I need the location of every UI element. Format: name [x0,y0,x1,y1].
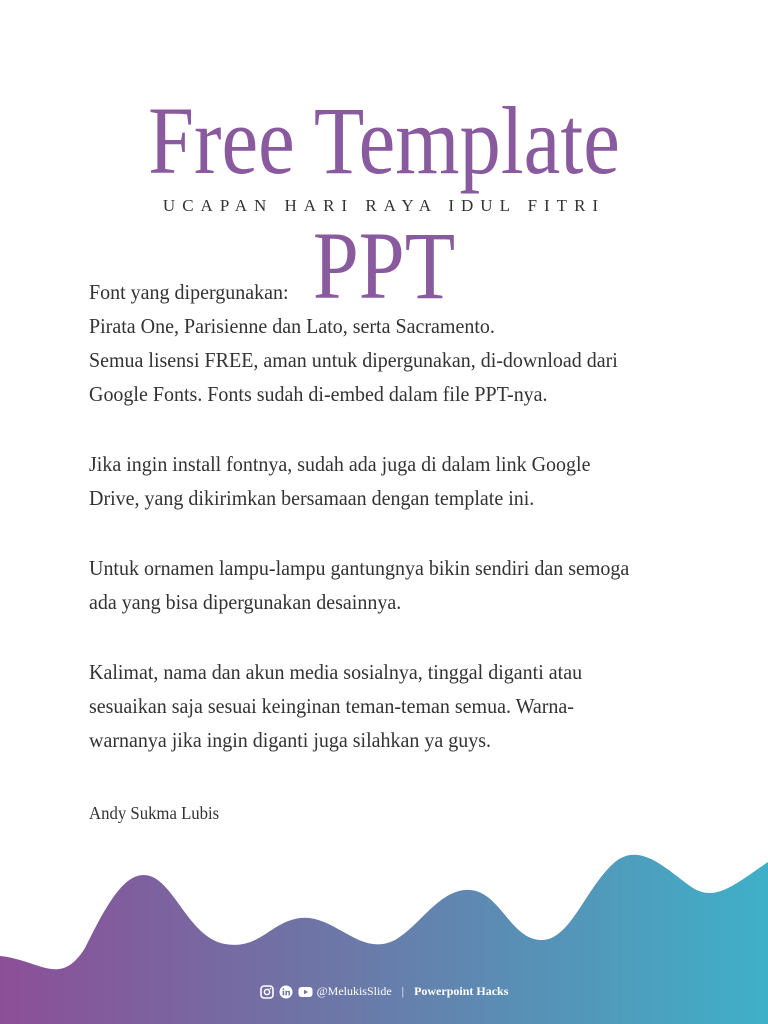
text-line: Kalimat, nama dan akun media sosialnya, tinggal diganti atau [89,660,583,684]
ppt-heading: PPT [312,212,456,319]
text-line: warnanya jika ingin diganti juga silahkan ya guys. [89,728,492,752]
text-line: sesuaikan saja sesuai keinginan teman-teman semua. Warna- [89,694,574,718]
brand-name: Powerpoint Hacks [414,984,509,998]
text-line: Pirata One, Parisienne dan Lato, serta Sacramento. [89,314,495,338]
paragraph-customize [89,655,656,757]
youtube-icon[interactable] [298,984,313,999]
text-line: Jika ingin install fontnya, sudah ada juga di dalam link Google [89,452,591,476]
footer-credits [0,984,768,999]
text-line: ada yang bisa dipergunakan desainnya. [89,590,402,614]
author-name: Andy Sukma Lubis [89,803,220,823]
linkedin-icon[interactable] [279,984,294,999]
page-title: Free Template [148,87,620,194]
social-handle[interactable]: @MelukisSlide [316,984,392,998]
text-line: Drive, yang dikirimkan bersamaan dengan template ini. [89,486,535,510]
body-text [89,275,656,793]
footer-separator: | [401,984,405,998]
text-line: Font yang dipergunakan: [89,280,289,304]
paragraph-ornament [89,551,656,619]
page-subtitle: UCAPAN HARI RAYA IDUL FITRI [162,196,606,215]
text-line: Untuk ornamen lampu-lampu gantungnya bikin sendiri dan semoga [89,556,630,580]
paragraph-install [89,447,656,515]
text-line: Semua lisensi FREE, aman untuk dipergunakan, di-download dari [89,348,618,372]
text-line: Google Fonts. Fonts sudah di-embed dalam file PPT-nya. [89,382,548,406]
instagram-icon[interactable] [260,984,275,999]
